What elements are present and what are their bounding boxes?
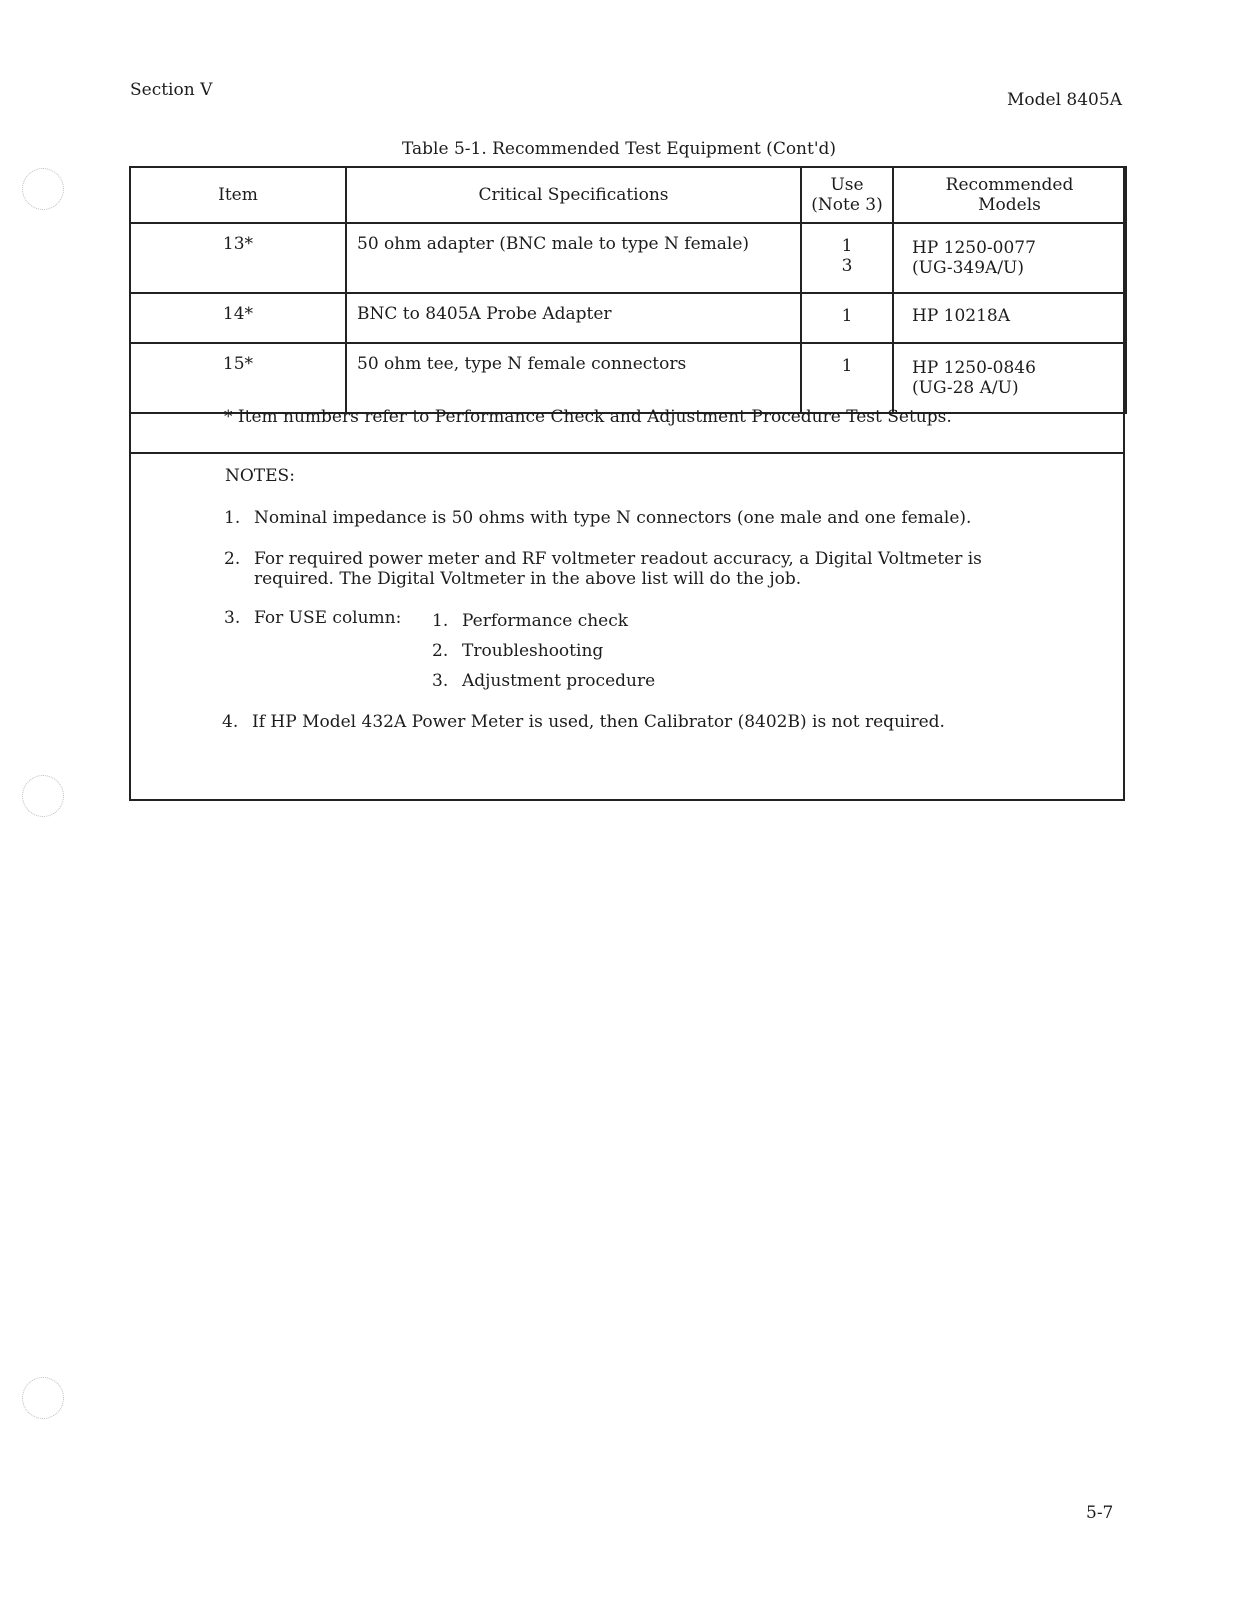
cell-item: 13* (130, 223, 346, 293)
note-text-continued: required. The Digital Voltmeter in the above list will do the job. (254, 569, 802, 589)
table-footnote: * Item numbers refer to Performance Check and Adjustment Procedure Test Setups. (224, 407, 952, 427)
table-header-row (130, 167, 1126, 223)
punch-hole-middle (22, 775, 64, 817)
model-label: Model 8405A (1007, 90, 1122, 110)
note-number: 1. (224, 508, 241, 528)
footnote-divider (129, 452, 1125, 454)
table-row (130, 223, 1126, 293)
column-header-models: Recommended Models (893, 167, 1126, 223)
cell-use: 1 (801, 293, 893, 343)
note-text: If HP Model 432A Power Meter is used, then Calibrator (8402B) is not required. (252, 712, 945, 732)
cell-use: 1 3 (801, 223, 893, 293)
notes-heading: NOTES: (225, 466, 295, 486)
punch-hole-top (22, 168, 64, 210)
note-text: Nominal impedance is 50 ohms with type N connectors (one male and one female). (254, 508, 972, 528)
note-number: 2. (224, 549, 241, 569)
column-header-item: Item (130, 167, 346, 223)
column-header-spec: Critical Specifications (346, 167, 801, 223)
note-number: 3. (224, 608, 241, 628)
cell-spec: 50 ohm tee, type N female connectors (346, 343, 801, 413)
cell-model: HP 10218A (893, 293, 1126, 343)
cell-item: 15* (130, 343, 346, 413)
section-label: Section V (130, 80, 213, 100)
cell-spec: BNC to 8405A Probe Adapter (346, 293, 801, 343)
equipment-table (129, 166, 1127, 414)
note-text: For USE column: (254, 608, 402, 628)
cell-model: HP 1250-0077 (UG-349A/U) (893, 223, 1126, 293)
table-row (130, 343, 1126, 413)
page-number: 5-7 (1086, 1503, 1114, 1523)
punch-hole-bottom (22, 1377, 64, 1419)
column-header-use: Use (Note 3) (801, 167, 893, 223)
cell-model: HP 1250-0846 (UG-28 A/U) (893, 343, 1126, 413)
cell-item: 14* (130, 293, 346, 343)
cell-use: 1 (801, 343, 893, 413)
table-row (130, 293, 1126, 343)
table-caption: Table 5-1. Recommended Test Equipment (Cont'd) (402, 139, 837, 159)
note-number: 4. (222, 712, 239, 732)
note-text: For required power meter and RF voltmeter readout accuracy, a Digital Voltmeter is (254, 549, 982, 569)
cell-spec: 50 ohm adapter (BNC male to type N female) (346, 223, 801, 293)
